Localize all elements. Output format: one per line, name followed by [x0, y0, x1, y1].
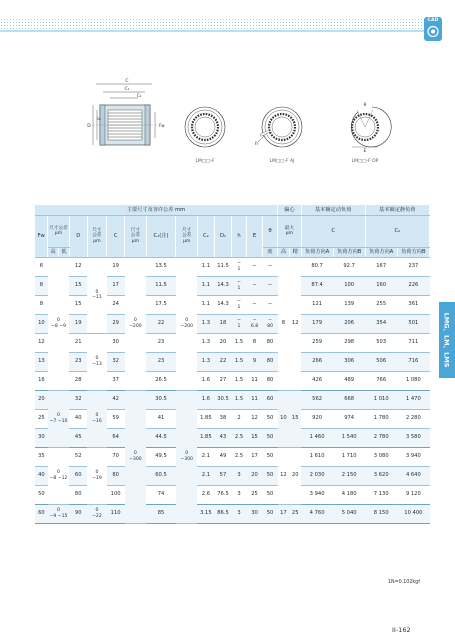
table-cell: 17.5 [146, 295, 176, 314]
table-cell: 50 [263, 485, 278, 504]
fw-tolerance-cell: 0 −8 −12 [48, 447, 69, 504]
header-fw-low: 低 [58, 247, 69, 257]
cad-badge-label: CAD [427, 18, 439, 23]
table-cell: 266 [301, 352, 333, 371]
table-cell: 27 [214, 371, 231, 390]
table-cell: 3 580 [397, 428, 429, 447]
table-cell: 8 [35, 295, 48, 314]
header-d-tolerance: 尺寸 公差 μm [87, 215, 106, 257]
table-cell: 59 [107, 409, 125, 428]
header-row [35, 205, 430, 215]
table-cell: 259 [301, 333, 333, 352]
table-cell: 80 [107, 466, 125, 485]
bushing-adjustable-view [258, 107, 302, 147]
bushing-side-view [92, 84, 158, 145]
table-cell: 237 [397, 257, 429, 276]
bushing-front-view [185, 107, 225, 147]
table-cell: 30.5 [214, 390, 231, 409]
dim-d1: D₁ [96, 117, 102, 121]
table-cell: 1.5 [232, 352, 247, 371]
table-cell: 179 [301, 314, 333, 333]
table-cell: 354 [365, 314, 397, 333]
table-cell: 20 [214, 333, 231, 352]
ecc-high-cell: 12 [289, 257, 301, 390]
table-cell: − 1 [232, 314, 247, 333]
table-cell: 60 [263, 390, 278, 409]
table-cell: 10 [35, 314, 48, 333]
ecc-high-cell: 15 [289, 390, 301, 447]
dim-d: D [87, 124, 91, 129]
header-dot-bar [0, 0, 455, 40]
table-cell: 92.7 [333, 257, 365, 276]
ecc-high-cell: 20 [289, 447, 301, 504]
c-tolerance-cell: 0 −200 [125, 257, 146, 390]
table-cell: − [246, 257, 262, 276]
header-fw: Fw [35, 215, 48, 257]
ecc-max-cell: 8 [278, 257, 290, 390]
table-cell: 2 [232, 409, 247, 428]
table-cell: 2.6 [197, 485, 214, 504]
table-cell: 40 [35, 466, 48, 485]
table-cell: 1 460 [301, 428, 333, 447]
table-cell: 1.85 [197, 409, 214, 428]
ecc-max-cell: 17 [278, 504, 290, 523]
table-cell: 3 620 [365, 466, 397, 485]
header-c2: C₂ [197, 215, 214, 257]
table-cell: 361 [397, 295, 429, 314]
table-cell: 24 [107, 295, 125, 314]
ecc-max-cell: 12 [278, 447, 290, 504]
table-cell: − [263, 295, 278, 314]
table-cell: 49.5 [146, 447, 176, 466]
table-cell: 1.5 [232, 371, 247, 390]
header-fw-high: 高 [48, 247, 59, 257]
table-cell: 1.5 [232, 333, 247, 352]
d-tolerance-cell: 0 −19 [87, 447, 106, 504]
table-cell: 64 [107, 428, 125, 447]
table-cell: 1 610 [301, 447, 333, 466]
table-cell: 2 030 [301, 466, 333, 485]
dim-e: E [363, 149, 367, 154]
table-cell: 40 [69, 409, 87, 428]
caption-op: LM□□-F OP [351, 159, 379, 164]
table-cell: 503 [365, 333, 397, 352]
technical-drawings [0, 70, 455, 180]
table-cell: 668 [333, 390, 365, 409]
table-cell: 121 [301, 295, 333, 314]
dim-fw: Fw [159, 123, 165, 128]
table-cell: 13.5 [146, 257, 176, 276]
table-row [35, 390, 430, 409]
table-cell: 298 [333, 333, 365, 352]
table-cell: 80 [263, 333, 278, 352]
table-cell: 14.3 [214, 295, 231, 314]
table-cell: 30 [246, 504, 262, 523]
table-cell: 12 [69, 257, 87, 276]
caption-aj: LM□□-F AJ [269, 159, 295, 164]
header-dyn-symbol: C [301, 215, 365, 247]
table-cell: 1.6 [197, 371, 214, 390]
header-c-tolerance: 尺寸 公差 μm [125, 215, 146, 257]
table-cell: 3 940 [397, 447, 429, 466]
table-cell: 50 [263, 447, 278, 466]
table-cell: 3 080 [365, 447, 397, 466]
header-ecc-low: 精 [289, 247, 301, 257]
table-cell: 22 [146, 314, 176, 333]
header-fw-tolerance: 尺寸公差 μm [48, 215, 69, 247]
table-body [35, 257, 430, 523]
table-cell: 9 120 [397, 485, 429, 504]
table-cell: 3.15 [197, 504, 214, 523]
table-cell: 2.5 [232, 428, 247, 447]
d-tolerance-cell: 0 −13 [87, 333, 106, 390]
table-cell: 920 [301, 409, 333, 428]
specification-table [35, 205, 430, 524]
table-cell: 2.1 [197, 447, 214, 466]
table-cell: 50 [263, 466, 278, 485]
header-d: D [69, 215, 87, 257]
table-cell: 9 [246, 352, 262, 371]
dim-theta: θ [363, 103, 367, 108]
table-cell: 100 [107, 485, 125, 504]
dim-c2: C₂ [136, 93, 142, 98]
table-cell: 1 010 [365, 390, 397, 409]
table-cell: 2 780 [365, 428, 397, 447]
table-cell: 30 [35, 428, 48, 447]
table-cell: 306 [333, 352, 365, 371]
header-stat-b: 负荷方向B [397, 247, 429, 257]
table-cell: 80 [263, 352, 278, 371]
c1-tolerance-cell: 0 −300 [176, 390, 197, 523]
table-cell: 12 [246, 409, 262, 428]
fw-tolerance-cell: 0 −9 −15 [48, 504, 69, 523]
dim-c1: C₁ [124, 87, 130, 92]
table-cell: 15 [246, 428, 262, 447]
table-cell: 506 [365, 352, 397, 371]
table-cell: 50 [35, 485, 48, 504]
table-cell: 255 [365, 295, 397, 314]
table-cell: 23 [146, 352, 176, 371]
dim-h: h [255, 142, 258, 147]
table-row [35, 447, 430, 466]
table-row [35, 333, 430, 352]
table-cell: 52 [69, 447, 87, 466]
table-cell: − 1 [232, 276, 247, 295]
table-cell: 3 [232, 504, 247, 523]
ecc-high-cell: 25 [289, 504, 301, 523]
table-cell: 80 [69, 485, 87, 504]
table-cell: 5 040 [333, 504, 365, 523]
table-cell: 1.3 [197, 352, 214, 371]
table-cell: 501 [397, 314, 429, 333]
page-number: II-162 [392, 626, 411, 634]
table-cell: 167 [365, 257, 397, 276]
fw-tolerance-cell: 0 −8 −9 [48, 257, 69, 390]
table-cell: 20 [246, 466, 262, 485]
table-cell: 74 [146, 485, 176, 504]
header-dyn-a: 负荷方向A [301, 247, 333, 257]
table-cell: 18 [214, 314, 231, 333]
header-ecc-max: 最大 μm [278, 215, 302, 247]
table-cell: − [263, 276, 278, 295]
table-cell: 1 080 [397, 371, 429, 390]
table-cell: 11 [246, 390, 262, 409]
table-cell: − 80 [263, 314, 278, 333]
d-tolerance-cell: 0 −16 [87, 390, 106, 447]
table-cell: 8 150 [365, 504, 397, 523]
d-tolerance-cell: 0 −22 [87, 504, 106, 523]
cad-logo-icon [427, 25, 439, 38]
table-cell: 60 [69, 466, 87, 485]
table-cell: 17 [246, 447, 262, 466]
series-side-tab[interactable] [439, 302, 455, 378]
table-cell: 45 [69, 428, 87, 447]
header-e: E [246, 215, 262, 257]
table-cell: 1 470 [397, 390, 429, 409]
table-cell: 19 [107, 257, 125, 276]
table-cell: − 1 [232, 257, 247, 276]
table-cell: 87.4 [301, 276, 333, 295]
table-cell: 2 150 [333, 466, 365, 485]
table-cell: 11 [246, 371, 262, 390]
table-cell: 13 [35, 352, 48, 371]
table-cell: 426 [301, 371, 333, 390]
table-cell: 90 [69, 504, 87, 523]
table-cell: 76.5 [214, 485, 231, 504]
table-cell: − [246, 276, 262, 295]
table-cell: 30.5 [146, 390, 176, 409]
table-row [35, 504, 430, 523]
table-cell: 4 760 [301, 504, 333, 523]
header-stat-symbol: C₀ [365, 215, 429, 247]
table-cell: 206 [333, 314, 365, 333]
table-cell: 11.5 [214, 257, 231, 276]
header-ecc-high: 高 [278, 247, 290, 257]
header-dyn-b: 负荷方向B [333, 247, 365, 257]
table-cell: 711 [397, 333, 429, 352]
table-cell: 489 [333, 371, 365, 390]
dim-c: C [125, 79, 129, 84]
table-cell: 25 [35, 409, 48, 428]
header-theta: θ [263, 215, 278, 247]
table-cell: − 6.8 [246, 314, 262, 333]
table-cell: 32 [69, 390, 87, 409]
table-cell: 32 [107, 352, 125, 371]
table-cell: 23 [146, 333, 176, 352]
table-cell: 17 [107, 276, 125, 295]
table-cell: 562 [301, 390, 333, 409]
series-side-tab-label: LMG、LM、LMS [442, 312, 451, 368]
table-cell: 1.85 [197, 428, 214, 447]
table-cell: 1.5 [232, 390, 247, 409]
table-cell: − [246, 295, 262, 314]
cad-badge[interactable] [424, 17, 442, 41]
table-cell: 15 [69, 276, 87, 295]
table-cell: 20 [35, 390, 48, 409]
header-row [35, 215, 430, 247]
fw-tolerance-cell: 0 −7 −10 [48, 390, 69, 447]
table-cell: 4 180 [333, 485, 365, 504]
table-cell: 1 710 [333, 447, 365, 466]
table-cell: 60 [35, 504, 48, 523]
table-cell: 57 [214, 466, 231, 485]
table-cell: 1 780 [365, 409, 397, 428]
table-cell: 2 280 [397, 409, 429, 428]
table-cell: 11.5 [146, 276, 176, 295]
table-cell: 716 [397, 352, 429, 371]
c-tolerance-cell: 0 −300 [125, 390, 146, 523]
table-cell: 37 [107, 371, 125, 390]
table-cell: 2.1 [197, 466, 214, 485]
table-cell: 1 540 [333, 428, 365, 447]
c1-tolerance-cell: 0 −200 [176, 257, 197, 390]
table-cell: 1.3 [197, 333, 214, 352]
table-cell: 3 [232, 466, 247, 485]
table-cell: 85 [146, 504, 176, 523]
header-c1: C₁(注) [146, 215, 176, 257]
table-cell: 7 130 [365, 485, 397, 504]
table-cell: 70 [107, 447, 125, 466]
table-cell: 16 [35, 371, 48, 390]
table-cell: 80 [263, 371, 278, 390]
table-cell: 139 [333, 295, 365, 314]
table-cell: 8 [35, 276, 48, 295]
table-cell: 226 [397, 276, 429, 295]
header-theta-unit: 度 [263, 247, 278, 257]
table-cell: 974 [333, 409, 365, 428]
table-cell: 1.1 [197, 257, 214, 276]
table-cell: 1.6 [197, 390, 214, 409]
table-cell: 1.1 [197, 295, 214, 314]
header-d1: D₁ [214, 215, 231, 257]
table-cell: 23 [69, 352, 87, 371]
caption-f: LM□□-F [195, 159, 215, 164]
table-cell: 3 [232, 485, 247, 504]
table-row [35, 257, 430, 276]
table-cell: 38 [214, 409, 231, 428]
table-cell: 49 [214, 447, 231, 466]
table-cell: 766 [365, 371, 397, 390]
header-eccentricity: 偏心 [278, 205, 302, 215]
table-cell: 110 [107, 504, 125, 523]
table-cell: 19 [69, 314, 87, 333]
header-main-dims: 主要尺寸及容许公差 mm [35, 205, 278, 215]
table-cell: 43 [214, 428, 231, 447]
table-cell: 6 [35, 257, 48, 276]
table-cell: 1.3 [197, 314, 214, 333]
table-cell: 160 [365, 276, 397, 295]
table-cell: 29 [107, 314, 125, 333]
table-cell: 25 [246, 485, 262, 504]
bushing-open-view [351, 107, 391, 147]
table-cell: 41 [146, 409, 176, 428]
table-cell: − 1 [232, 295, 247, 314]
header-c1-tolerance: 尺寸 公差 μm [176, 215, 197, 257]
table-cell: 3 940 [301, 485, 333, 504]
header-dynamic-load: 基本额定动负荷 [301, 205, 365, 215]
header-c: C [107, 215, 125, 257]
table-cell: 100 [333, 276, 365, 295]
table-cell: 50 [263, 409, 278, 428]
table-cell: 21 [69, 333, 87, 352]
table-cell: 22 [214, 352, 231, 371]
header-h: h [232, 215, 247, 257]
table-cell: 42 [107, 390, 125, 409]
table-cell: 26.5 [146, 371, 176, 390]
table-cell: 12 [35, 333, 48, 352]
table-cell: 60.5 [146, 466, 176, 485]
table-cell: 2.5 [232, 447, 247, 466]
table-cell: 50 [263, 428, 278, 447]
unit-footnote: 1N=0.102kgf [388, 580, 420, 585]
table-cell: 86.5 [214, 504, 231, 523]
table-cell: 44.5 [146, 428, 176, 447]
ecc-max-cell: 10 [278, 390, 290, 447]
table-cell: 14.3 [214, 276, 231, 295]
table-cell: 35 [35, 447, 48, 466]
table-cell: 10 400 [397, 504, 429, 523]
table-cell: 28 [69, 371, 87, 390]
table-cell: − [263, 257, 278, 276]
table-cell: 50 [263, 504, 278, 523]
table-cell: 1.1 [197, 276, 214, 295]
table-cell: 15 [69, 295, 87, 314]
header-static-load: 基本额定静负荷 [365, 205, 429, 215]
table-cell: 30 [107, 333, 125, 352]
header-stat-a: 负荷方向A [365, 247, 397, 257]
table-cell: 80.7 [301, 257, 333, 276]
table-cell: 4 640 [397, 466, 429, 485]
d-tolerance-cell: 0 −11 [87, 257, 106, 333]
table-cell: 8 [246, 333, 262, 352]
